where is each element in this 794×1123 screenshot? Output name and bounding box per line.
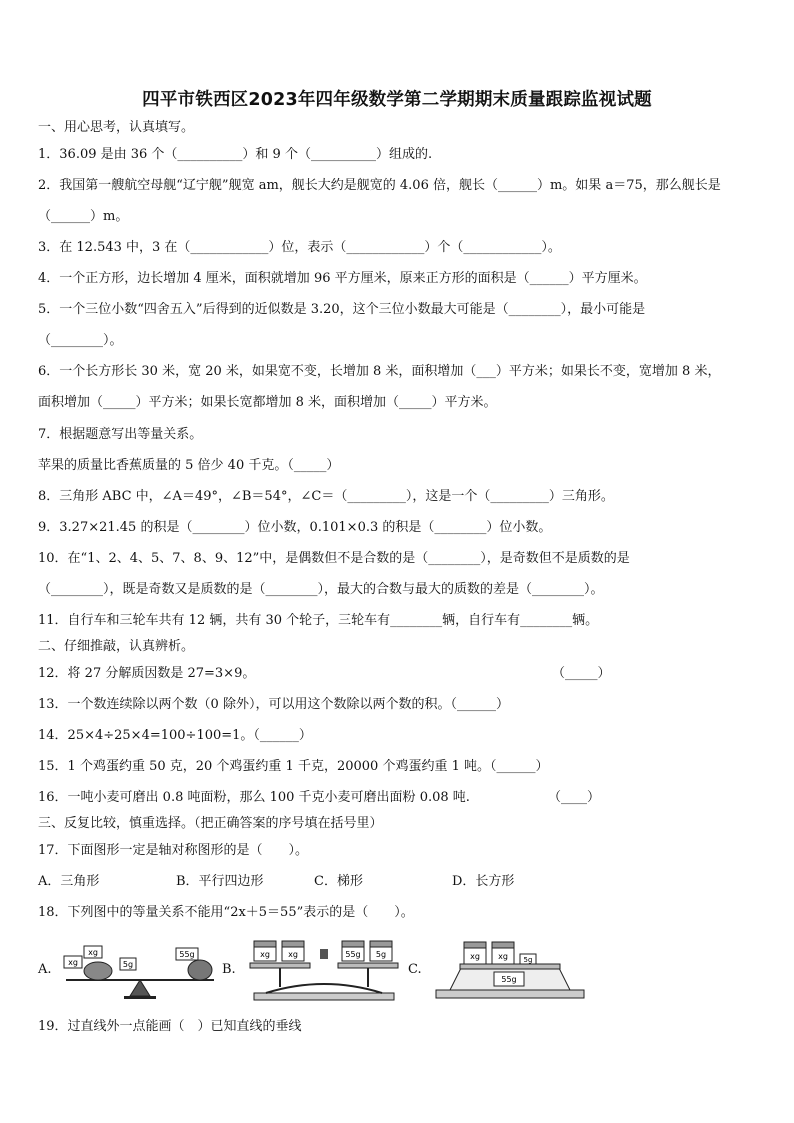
fig-c-box-1: xg: [470, 952, 480, 961]
fig-b-box-1: xg: [260, 950, 270, 959]
question-18: 18．下列图中的等量关系不能用“2x＋5＝55”表示的是（ ）。: [38, 905, 414, 920]
question-6: 6．一个长方形长 30 米，宽 20 米，如果宽不变，长增加 8 米，面积增加（___）平方米；如果长不变，宽增加 8 米，: [38, 364, 721, 379]
section-1-heading: 一、用心思考，认真填写。: [38, 120, 195, 135]
scale-figure-c: [432, 938, 588, 1002]
fig-c-box-3: 5g: [523, 956, 533, 964]
q17-option-a: A．三角形: [38, 874, 100, 889]
fig-c-display: 55g: [501, 975, 517, 984]
question-2-cont: （______）m。: [38, 209, 129, 224]
question-7: 7．根据题意写出等量关系。: [38, 427, 203, 442]
question-8: 8．三角形 ABC 中，∠A＝49°，∠B＝54°，∠C＝（_________），这是一个（_________）三角形。: [38, 489, 614, 504]
question-6-cont: 面积增加（_____）平方米；如果长宽都增加 8 米，面积增加（_____）平方米。: [38, 395, 497, 410]
question-10-cont: （________），既是奇数又是质数的是（________），最大的合数与最大的质数的差是（________）。: [38, 582, 604, 597]
pan-balance-figure-b: [244, 935, 404, 1003]
fig-b-box-3: 55g: [345, 950, 361, 959]
question-9: 9．3.27×21.45 的积是（________）位小数，0.101×0.3 的积是（________）位小数。: [38, 520, 552, 535]
question-5-cont: （________）。: [38, 333, 123, 348]
q17-option-c: C．梯形: [314, 874, 363, 889]
section-3-heading: 三、反复比较，慎重选择。（把正确答案的序号填在括号里）: [38, 816, 383, 831]
question-14: 14．25×4÷25×4=100÷100=1。（______）: [38, 728, 312, 743]
section-2-heading: 二、仔细推敲，认真辨析。: [38, 639, 195, 654]
fig-a-box-2: xg: [88, 948, 98, 957]
question-3: 3．在 12.543 中，3 在（____________）位，表示（____________）个（____________）。: [38, 240, 561, 255]
question-11: 11．自行车和三轮车共有 12 辆，共有 30 个轮子，三轮车有________辆，自行车有________辆。: [38, 613, 599, 628]
question-10: 10．在“1、2、4、5、7、8、9、12”中，是偶数但不是合数的是（________），是奇数但不是质数的是: [38, 551, 630, 566]
q18-label-a: A.: [38, 962, 52, 977]
fig-a-box-4: 55g: [179, 950, 195, 959]
q17-option-d: D．长方形: [452, 874, 515, 889]
question-12: 12．将 27 分解质因数是 27=3×9。: [38, 666, 256, 681]
page-title: 四平市铁西区2023年四年级数学第二学期期末质量跟踪监视试题: [142, 90, 652, 110]
question-4: 4．一个正方形，边长增加 4 厘米，面积就增加 96 平方厘米，原来正方形的面积是（______）平方厘米。: [38, 271, 647, 286]
q18-label-c: C.: [408, 962, 422, 977]
question-2: 2．我国第一艘航空母舰“辽宁舰”舰宽 am，舰长大约是舰宽的 4.06 倍，舰长（______）m。如果 a＝75，那么舰长是: [38, 178, 721, 193]
question-17: 17．下面图形一定是轴对称图形的是（ ）。: [38, 843, 309, 858]
seesaw-figure-a: [58, 938, 218, 1002]
q17-option-b: B．平行四边形: [176, 874, 264, 889]
question-7-cont: 苹果的质量比香蕉质量的 5 倍少 40 千克。（_____）: [38, 458, 340, 473]
question-16-answer-blank: （____）: [548, 790, 601, 805]
q18-label-b: B.: [222, 962, 236, 977]
question-19: 19．过直线外一点能画（ ）已知直线的垂线: [38, 1019, 302, 1034]
fig-c-box-2: xg: [498, 952, 508, 961]
question-5: 5．一个三位小数“四舍五入”后得到的近似数是 3.20，这个三位小数最大可能是（________），最小可能是: [38, 302, 646, 317]
question-13: 13．一个数连续除以两个数（0 除外），可以用这个数除以两个数的积。（______）: [38, 697, 509, 712]
fig-b-box-2: xg: [288, 950, 298, 959]
fig-a-box-3: 5g: [122, 960, 134, 969]
question-1: 1．36.09 是由 36 个（__________）和 9 个（__________）组成的.: [38, 147, 433, 162]
fig-a-box-1: xg: [68, 958, 78, 967]
fig-b-box-4: 5g: [375, 950, 387, 959]
question-12-answer-blank: （_____）: [552, 666, 611, 681]
question-15: 15．1 个鸡蛋约重 50 克，20 个鸡蛋约重 1 千克，20000 个鸡蛋约重 1 吨。（______）: [38, 759, 549, 774]
question-16: 16．一吨小麦可磨出 0.8 吨面粉，那么 100 千克小麦可磨出面粉 0.08 吨.: [38, 790, 470, 805]
